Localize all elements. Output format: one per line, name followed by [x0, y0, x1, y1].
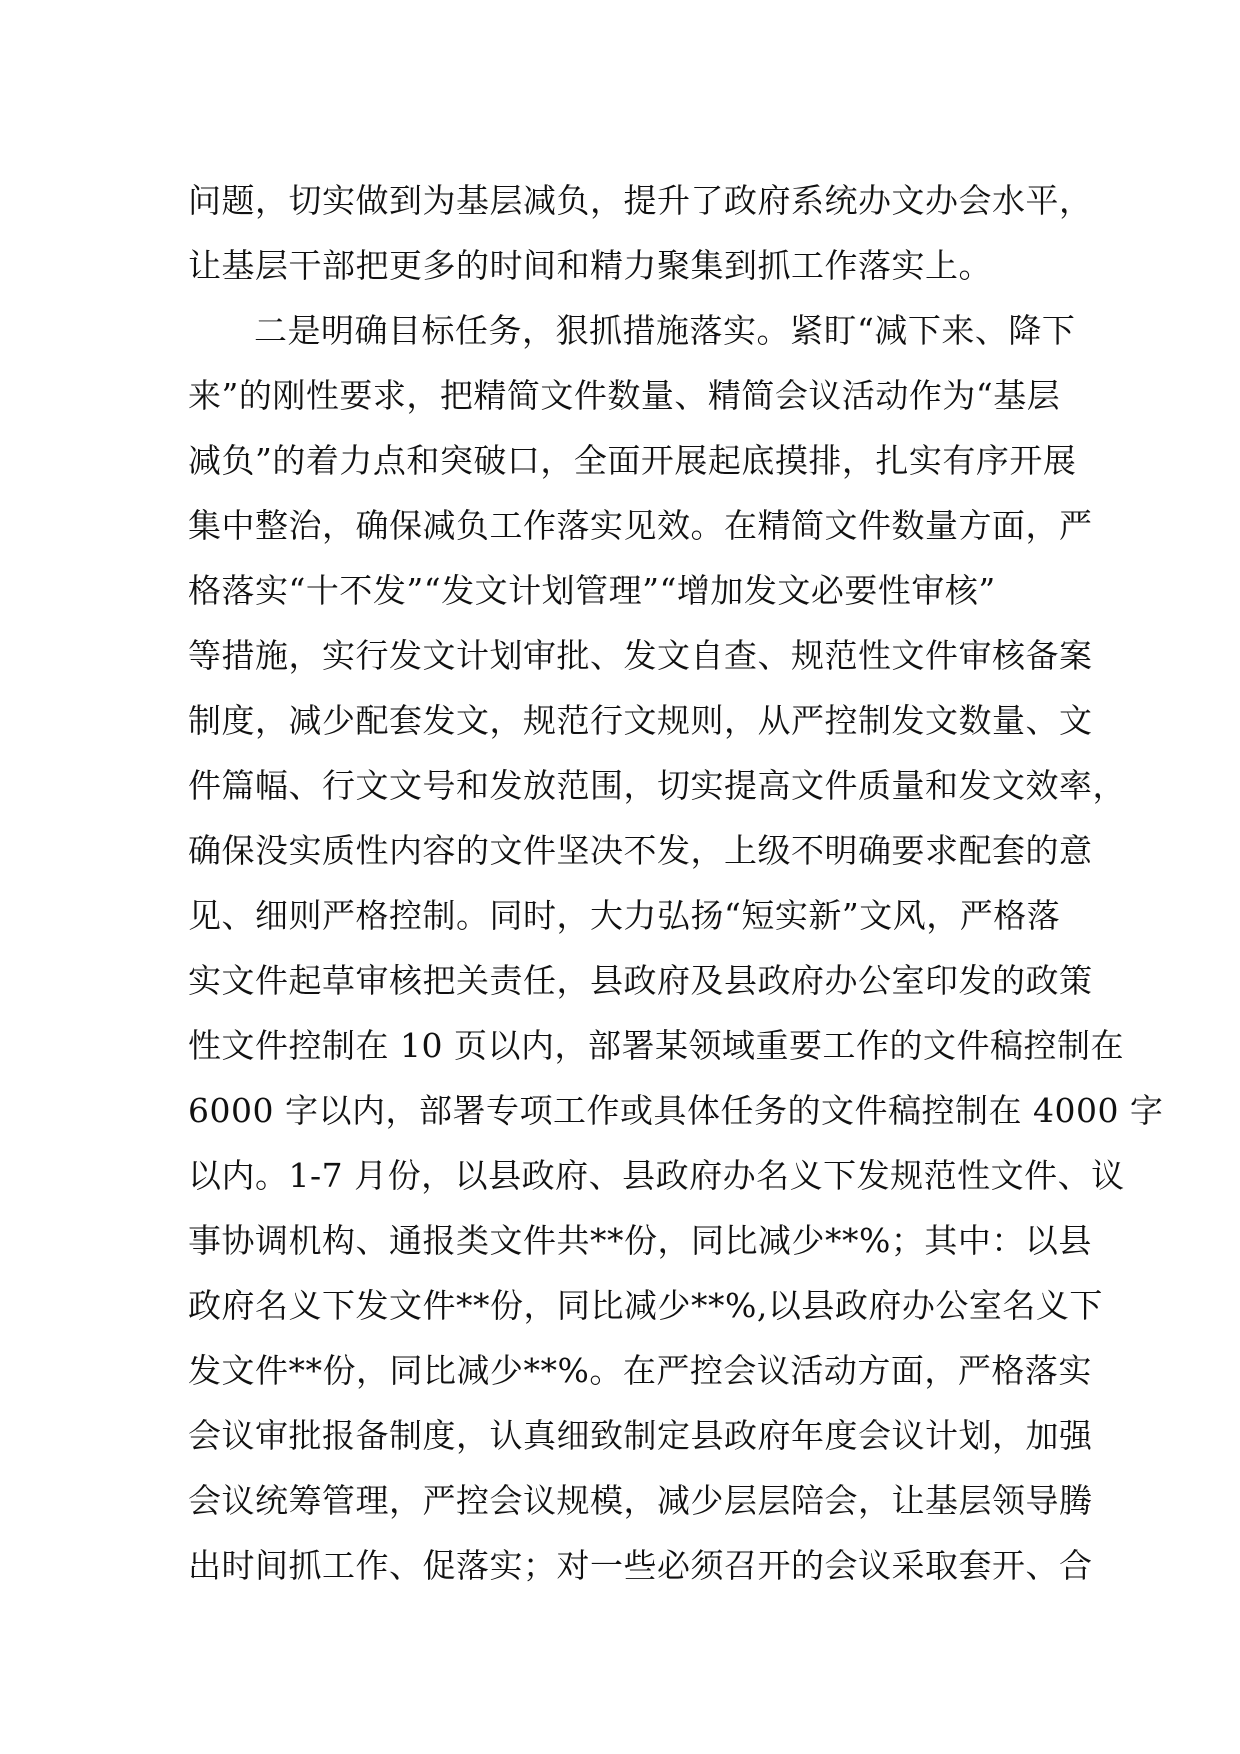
text-line: 政府名义下发文件**份，同比减少**%,以县政府办公室名义下: [188, 1286, 1103, 1325]
text-line: 问题，切实做到为基层减负，提升了政府系统办文办会水平，: [188, 181, 1093, 220]
text-line: 件篇幅、行文文号和发放范围，切实提高文件质量和发文效率，: [188, 766, 1126, 805]
text-line: 事协调机构、通报类文件共**份，同比减少**%；其中：以县: [188, 1221, 1092, 1260]
text-line: 性文件控制在 10 页以内，部署某领域重要工作的文件稿控制在: [188, 1026, 1124, 1065]
text-line: 来”的刚性要求，把精简文件数量、精简会议活动作为“基层: [188, 376, 1061, 415]
text-line: 等措施，实行发文计划审批、发文自查、规范性文件审核备案: [188, 636, 1093, 675]
text-line: 格落实“十不发”“发文计划管理”“增加发文必要性审核”: [188, 571, 996, 610]
paragraph-start-line: 二是明确目标任务，狠抓措施落实。紧盯“减下来、降下: [254, 311, 1076, 350]
text-line: 以内。1-7 月份，以县政府、县政府办名义下发规范性文件、议: [188, 1156, 1125, 1195]
body-text: [188, 168, 1164, 1598]
text-line: 让基层干部把更多的时间和精力聚集到抓工作落实上。: [188, 246, 992, 285]
text-line: 集中整治，确保减负工作落实见效。在精简文件数量方面，严: [188, 506, 1093, 545]
text-line: 发文件**份，同比减少**%。在严控会议活动方面，严格落实: [188, 1351, 1092, 1390]
text-line: 6000 字以内，部署专项工作或具体任务的文件稿控制在 4000 字: [188, 1091, 1164, 1130]
text-line: 出时间抓工作、促落实；对一些必须召开的会议采取套开、合: [188, 1546, 1093, 1585]
text-line: 见、细则严格控制。同时，大力弘扬“短实新”文风，严格落: [188, 896, 1061, 935]
text-line: 确保没实质性内容的文件坚决不发，上级不明确要求配套的意: [188, 831, 1093, 870]
text-line: 会议统筹管理，严控会议规模，减少层层陪会，让基层领导腾: [188, 1481, 1093, 1520]
text-line: 减负”的着力点和突破口，全面开展起底摸排，扎实有序开展: [188, 441, 1077, 480]
text-line: 制度，减少配套发文，规范行文规则，从严控制发文数量、文: [188, 701, 1093, 740]
text-line: 实文件起草审核把关责任，县政府及县政府办公室印发的政策: [188, 961, 1093, 1000]
text-line: 会议审批报备制度，认真细致制定县政府年度会议计划，加强: [188, 1416, 1093, 1455]
